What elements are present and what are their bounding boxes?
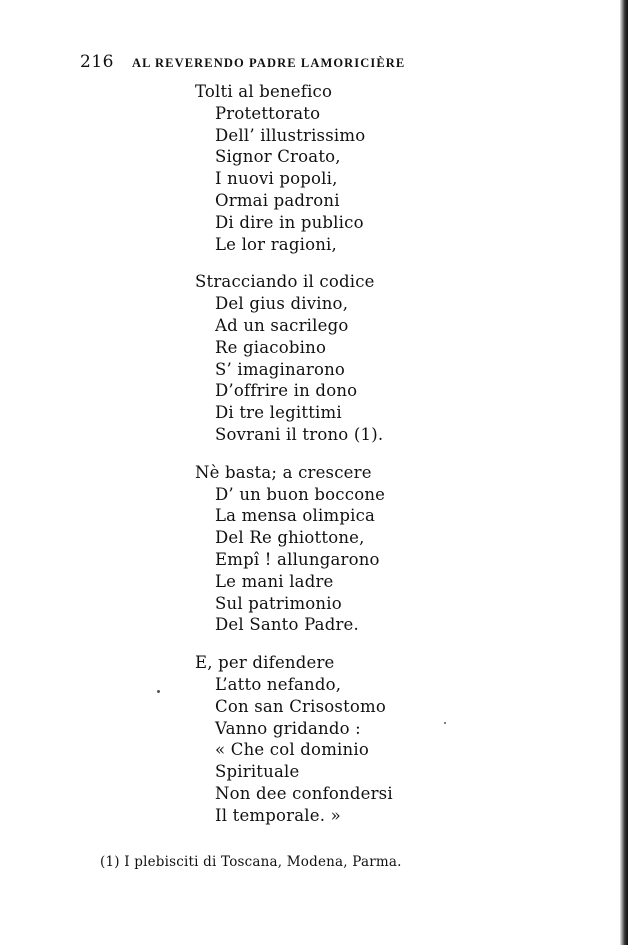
verse-line: Empî ! allungarono bbox=[215, 549, 380, 569]
verse-line: D’ un buon boccone bbox=[215, 484, 386, 504]
verse-line: Protettorato bbox=[215, 103, 321, 123]
verse-line: Re giacobino bbox=[215, 337, 327, 357]
verse-line: D’offrire in dono bbox=[215, 381, 358, 401]
footnote: (1) I plebisciti di Toscana, Modena, Parma. bbox=[100, 854, 402, 870]
verse-line: Le lor ragioni, bbox=[215, 234, 337, 254]
running-title: AL REVERENDO PADRE LAMORICIÈRE bbox=[131, 56, 406, 70]
verse-line: Con san Crisostomo bbox=[215, 696, 387, 716]
verse-line: La mensa olimpica bbox=[215, 506, 376, 526]
verse-line: Non dee confondersi bbox=[215, 783, 393, 803]
verse-line: Dell’ illustrissimo bbox=[215, 125, 366, 145]
print-speck bbox=[444, 722, 446, 724]
verse-line: Le mani ladre bbox=[215, 571, 334, 591]
verse-line: S’ imaginarono bbox=[215, 359, 346, 379]
verse-line: Tolti al benefico bbox=[195, 82, 333, 101]
verse-line: Del Re ghiottone, bbox=[215, 528, 365, 548]
verse-line: Di tre legittimi bbox=[215, 403, 342, 423]
verse-line: Vanno gridando : bbox=[215, 718, 361, 738]
poem bbox=[195, 81, 515, 843]
verse-line: Del gius divino, bbox=[215, 294, 349, 314]
verse-line: « Che col dominio bbox=[215, 740, 369, 760]
stanza bbox=[195, 271, 515, 445]
stanza bbox=[195, 81, 515, 255]
verse-line: Ad un sacrilego bbox=[215, 315, 349, 335]
verse-line: Del Santo Padre. bbox=[215, 615, 359, 635]
print-speck bbox=[157, 690, 160, 693]
verse-line: Spirituale bbox=[215, 762, 300, 782]
page-header bbox=[80, 52, 480, 78]
verse-line: Stracciando il codice bbox=[195, 272, 375, 292]
verse-line: I nuovi popoli, bbox=[215, 169, 338, 189]
stanza bbox=[195, 462, 515, 636]
verse-line: Sul patrimonio bbox=[215, 593, 342, 613]
page-number: 216 bbox=[80, 52, 114, 72]
stanza bbox=[195, 652, 515, 826]
page-edge-shadow bbox=[620, 0, 628, 945]
verse-line: Signor Croato, bbox=[215, 147, 341, 167]
verse-line: Sovrani il trono (1). bbox=[215, 424, 384, 444]
verse-line: Nè basta; a crescere bbox=[195, 462, 372, 482]
verse-line: Di dire in publico bbox=[215, 212, 364, 232]
verse-line: Ormai padroni bbox=[215, 190, 340, 210]
verse-line: L’atto nefando, bbox=[215, 674, 342, 694]
verse-line: Il temporale. » bbox=[215, 805, 341, 825]
verse-line: E, per difendere bbox=[195, 653, 335, 673]
